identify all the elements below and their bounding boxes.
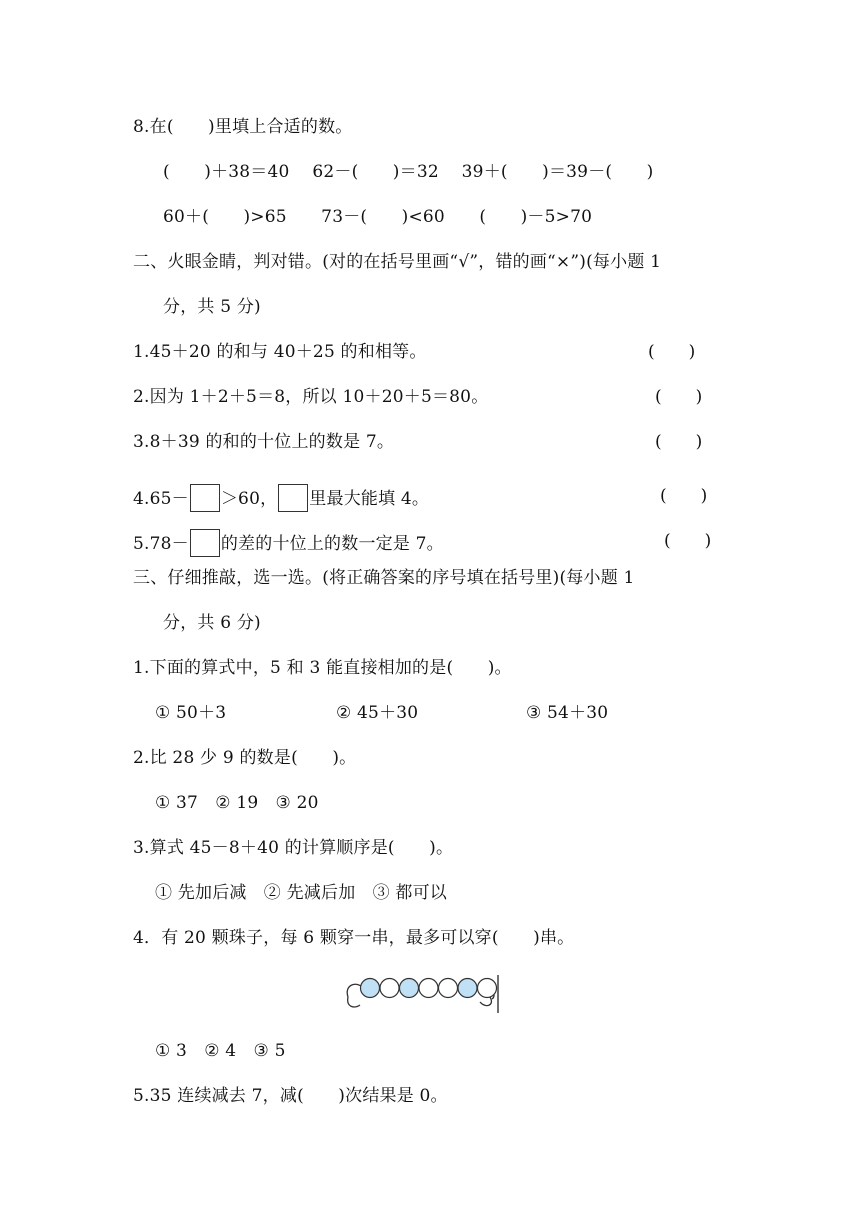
judge-item-5 bbox=[133, 529, 444, 557]
bead bbox=[458, 979, 477, 998]
choice-q2-options: ① 37 ② 19 ③ 20 bbox=[155, 793, 319, 813]
answer-box[interactable] bbox=[190, 484, 220, 512]
judge-answer-1[interactable]: ( ) bbox=[648, 342, 696, 362]
judge-item-4-part-b: ＞60， bbox=[220, 489, 278, 509]
bead bbox=[439, 979, 458, 998]
judge-item-2: 2.因为 1＋2＋5＝8，所以 10＋20＋5＝80。 bbox=[133, 387, 489, 407]
judge-item-4-part-a: 4.65－ bbox=[133, 489, 189, 509]
q8-row1: ( )＋38＝40 62－( )＝32 39＋( )＝39－( ) bbox=[163, 162, 654, 182]
choice-q1: 1.下面的算式中，5 和 3 能直接相加的是( )。 bbox=[133, 658, 512, 678]
judge-item-5-part-b: 的差的十位上的数一定是 7。 bbox=[220, 534, 444, 554]
choice-q3-options: ① 先加后减 ② 先减后加 ③ 都可以 bbox=[155, 883, 448, 903]
choice-q4: 4．有 20 颗珠子，每 6 颗穿一串，最多可以穿( )串。 bbox=[133, 928, 575, 948]
bead bbox=[478, 979, 497, 998]
answer-box[interactable] bbox=[278, 484, 308, 512]
section3-heading-cont: 分，共 6 分) bbox=[163, 613, 261, 633]
choice-q4-options: ① 3 ② 4 ③ 5 bbox=[155, 1041, 286, 1061]
judge-item-4-part-c: 里最大能填 4。 bbox=[309, 489, 430, 509]
judge-answer-4[interactable]: ( ) bbox=[660, 486, 708, 506]
q8-row2: 60＋( )>65 73－( )<60 ( )－5>70 bbox=[163, 207, 593, 227]
bead bbox=[400, 979, 419, 998]
q8-title: 8.在( )里填上合适的数。 bbox=[133, 117, 353, 137]
choice-q5: 5.35 连续减去 7，减( )次结果是 0。 bbox=[133, 1086, 448, 1106]
judge-item-1: 1.45＋20 的和与 40＋25 的和相等。 bbox=[133, 342, 427, 362]
judge-answer-5[interactable]: ( ) bbox=[664, 531, 712, 551]
bead-string-ends bbox=[348, 997, 492, 1007]
bead bbox=[380, 979, 399, 998]
choice-q1-option-1: ① 50＋3 bbox=[155, 703, 227, 723]
choice-q1-option-3: ③ 54＋30 bbox=[526, 703, 609, 723]
choice-q3: 3.算式 45－8＋40 的计算顺序是( )。 bbox=[133, 838, 454, 858]
judge-item-5-part-a: 5.78－ bbox=[133, 534, 189, 554]
section2-heading-cont: 分，共 5 分) bbox=[163, 297, 261, 317]
judge-item-3: 3.8＋39 的和的十位上的数是 7。 bbox=[133, 432, 395, 452]
choice-q1-option-2: ② 45＋30 bbox=[336, 703, 419, 723]
bead bbox=[419, 979, 438, 998]
bead-string-illustration bbox=[340, 969, 505, 1019]
section3-heading: 三、仔细推敲，选一选。(将正确答案的序号填在括号里)(每小题 1 bbox=[133, 568, 635, 588]
section2-heading: 二、火眼金睛，判对错。(对的在括号里画“√”，错的画“×”)(每小题 1 bbox=[133, 252, 662, 272]
judge-answer-3[interactable]: ( ) bbox=[655, 432, 703, 452]
bead bbox=[361, 979, 380, 998]
answer-box[interactable] bbox=[190, 529, 220, 557]
judge-item-4 bbox=[133, 484, 429, 512]
judge-answer-2[interactable]: ( ) bbox=[655, 387, 703, 407]
choice-q2: 2.比 28 少 9 的数是( )。 bbox=[133, 748, 357, 768]
